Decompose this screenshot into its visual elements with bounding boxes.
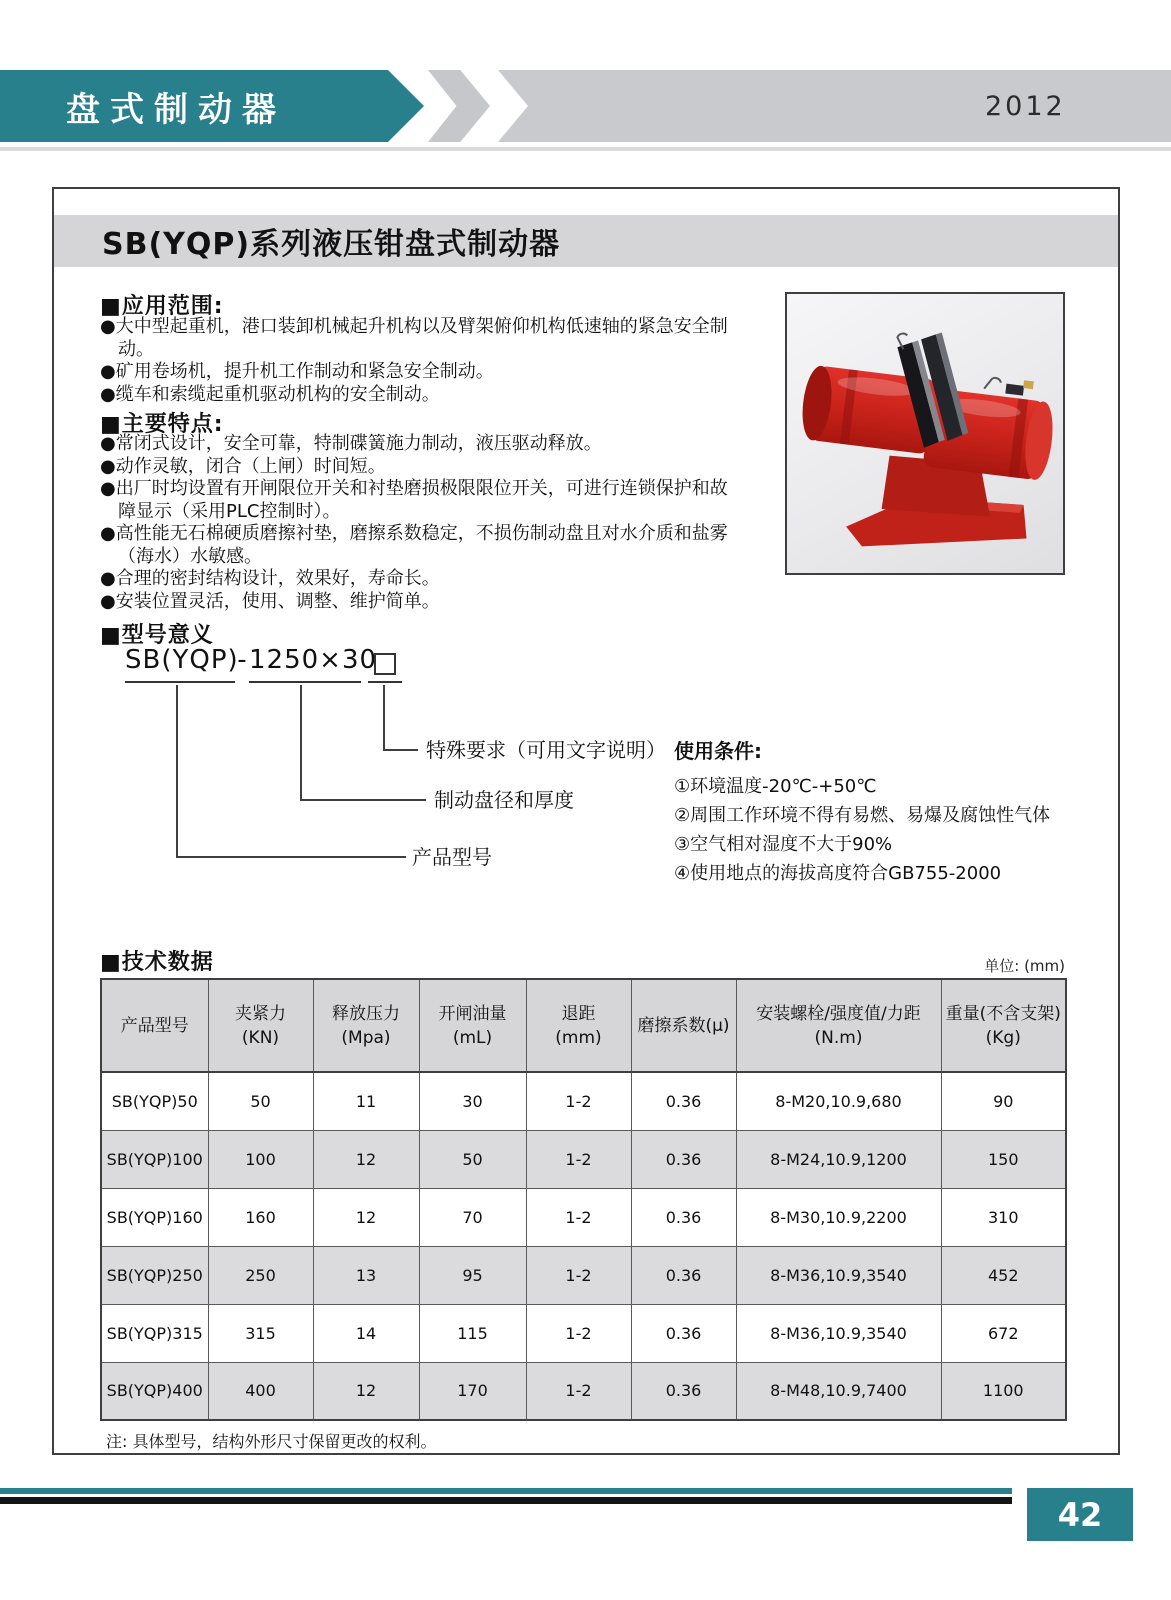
application-heading: ■应用范围: [100,294,224,319]
cell: 1-2 [526,1362,631,1420]
cell: 0.36 [631,1130,736,1188]
model-dash: - [237,645,247,675]
label-product-model: 产品型号 [412,845,492,869]
table-row [101,1072,1066,1130]
cell: 250 [208,1246,313,1304]
cell: SB(YQP)400 [101,1362,208,1420]
cell: 160 [208,1188,313,1246]
table-row [101,1188,1066,1246]
page-title: SB(YQP)系列液压钳盘式制动器 [54,215,1118,267]
cell: 95 [419,1246,526,1304]
table-footnote: 注: 具体型号，结构外形尺寸保留更改的权利。 [106,1432,437,1451]
cell: 50 [208,1072,313,1130]
cell: 90 [941,1072,1066,1130]
cell: 13 [313,1246,419,1304]
cell: 1-2 [526,1130,631,1188]
table-row [101,1130,1066,1188]
label-disc-size: 制动盘径和厚度 [434,788,574,812]
label-special-requirement: 特殊要求（可用文字说明） [426,738,666,762]
header-gray-bar [498,70,1171,142]
list-item: ④使用地点的海拔高度符合GB755-2000 [674,863,1002,884]
list-item: ●出厂时均设置有开闸限位开关和衬垫磨损极限限位开关，可进行连锁保护和故障显示（采用PLC控制时）。 [100,478,728,522]
header-year: 2012 [985,90,1066,122]
footer-teal-rule [0,1488,1012,1494]
cell: 452 [941,1246,1066,1304]
cell: SB(YQP)100 [101,1130,208,1188]
column-header: 安装螺栓/强度值/力距 (N.m) [736,979,941,1072]
cell: 1-2 [526,1188,631,1246]
cell: SB(YQP)50 [101,1072,208,1130]
cell: SB(YQP)315 [101,1304,208,1362]
cell: 8-M36,10.9,3540 [736,1246,941,1304]
list-item: ②周围工作环境不得有易燃、易爆及腐蚀性气体 [674,805,1051,826]
footer-black-rule [0,1497,1012,1504]
header-section-title: 盘式制动器 [66,89,286,130]
cell: 11 [313,1072,419,1130]
cell: 0.36 [631,1072,736,1130]
cell: SB(YQP)160 [101,1188,208,1246]
column-header: 开闸油量(mL) [419,979,526,1072]
usage-conditions [674,735,1118,888]
tech-data-table [100,978,1067,1421]
list-item: ●缆车和索缆起重机驱动机构的安全制动。 [100,383,440,405]
table-row [101,1304,1066,1362]
cell: 0.36 [631,1188,736,1246]
application-list [100,316,728,406]
disc-brake-illustration [787,294,1063,573]
page-number-badge [1027,1488,1133,1541]
column-header: 重量(不含支架) (Kg) [941,979,1066,1072]
cell: 12 [313,1362,419,1420]
cell: SB(YQP)250 [101,1246,208,1304]
placeholder-box-icon [374,653,396,675]
model-size: 1250×30 [249,645,361,683]
cell: 672 [941,1304,1066,1362]
features-list [100,433,728,613]
usage-conditions-heading: 使用条件: [674,739,762,763]
column-header: 产品型号 [101,979,208,1072]
cell: 30 [419,1072,526,1130]
content-box [52,187,1120,1455]
list-item: ●安装位置灵活，使用、调整、维护简单。 [100,590,440,612]
list-item: ●合理的密封结构设计，效果好，寿命长。 [100,568,440,589]
cell: 0.36 [631,1362,736,1420]
cell: 1-2 [526,1304,631,1362]
cell: 70 [419,1188,526,1246]
product-photo [785,292,1065,575]
list-item: ③空气相对湿度不大于90% [674,834,893,855]
cell: 1100 [941,1362,1066,1420]
column-header: 磨擦系数(μ) [631,979,736,1072]
cell: 8-M20,10.9,680 [736,1072,941,1130]
cell: 12 [313,1130,419,1188]
tech-data-heading: ■技术数据 [100,950,214,975]
page-number: 42 [1057,1495,1103,1534]
cell: 0.36 [631,1304,736,1362]
cell: 170 [419,1362,526,1420]
model-meaning-heading: ■型号意义 [100,623,214,648]
header-divider [0,147,1171,151]
features-heading: ■主要特点: [100,412,224,437]
cell: 8-M48,10.9,7400 [736,1362,941,1420]
table-row [101,1362,1066,1420]
table-header-row [101,979,1066,1072]
cell: 8-M30,10.9,2200 [736,1188,941,1246]
cell: 315 [208,1304,313,1362]
model-prefix: SB(YQP) [125,645,235,683]
cell: 50 [419,1130,526,1188]
list-item: ●常闭式设计，安全可靠，特制碟簧施力制动，液压驱动释放。 [100,433,602,454]
cell: 400 [208,1362,313,1420]
list-item: ●高性能无石棉硬质磨擦衬垫，磨擦系数稳定，不损伤制动盘且对水介质和盐雾（海水）水敏感。 [100,523,728,567]
cell: 150 [941,1130,1066,1188]
table-row [101,1246,1066,1304]
column-header: 退距 (mm) [526,979,631,1072]
cell: 115 [419,1304,526,1362]
cell: 0.36 [631,1246,736,1304]
unit-note: 单位: (mm) [984,957,1065,975]
column-header: 释放压力 (Mpa) [313,979,419,1072]
list-item: ●大中型起重机，港口装卸机械起升机构以及臂架俯仰机构低速轴的紧急安全制动。 [100,316,728,360]
usage-conditions-list [674,772,1118,888]
cell: 310 [941,1188,1066,1246]
cell: 8-M36,10.9,3540 [736,1304,941,1362]
cell: 12 [313,1188,419,1246]
model-code [125,645,415,685]
list-item: ①环境温度-20℃-+50℃ [674,776,877,797]
cell: 1-2 [526,1072,631,1130]
model-suffix-slot [368,645,402,683]
chevron-icon [428,70,490,142]
cell: 14 [313,1304,419,1362]
cell: 100 [208,1130,313,1188]
list-item: ●矿用卷场机，提升机工作制动和紧急安全制动。 [100,361,494,382]
cell: 1-2 [526,1246,631,1304]
column-header: 夹紧力 (KN) [208,979,313,1072]
cell: 8-M24,10.9,1200 [736,1130,941,1188]
list-item: ●动作灵敏，闭合（上闸）时间短。 [100,455,386,477]
